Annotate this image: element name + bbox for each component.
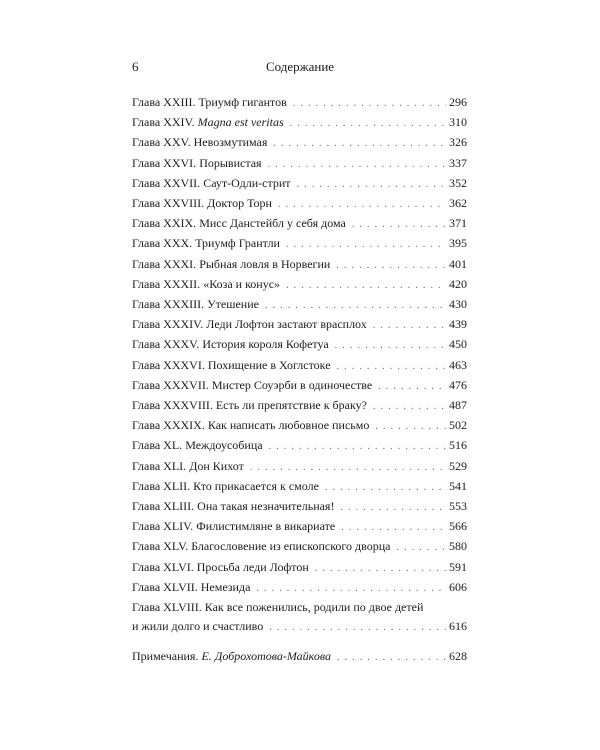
toc-chapter-title: Невозмутимая xyxy=(193,135,268,150)
dot-leader xyxy=(290,114,446,133)
toc-chapter-title: Она такая незначительная! xyxy=(197,499,335,514)
toc-chapter-number: Глава XXVIII. xyxy=(132,196,205,211)
toc-chapter-title: Благословение из епископского дворца xyxy=(191,539,391,554)
toc-page-number: 476 xyxy=(449,377,467,392)
toc-entry[interactable] xyxy=(132,255,467,275)
toc-entry[interactable] xyxy=(132,416,467,436)
dot-leader xyxy=(286,276,446,295)
toc-page-number: 616 xyxy=(449,619,467,634)
toc-chapter-title: Триумф Грантли xyxy=(195,236,280,251)
toc-entry[interactable] xyxy=(132,154,467,174)
dot-leader xyxy=(325,478,446,497)
dot-leader xyxy=(315,559,446,578)
toc-entry[interactable] xyxy=(132,376,467,396)
toc-chapter-title: Есть ли препятствие к браку? xyxy=(215,398,367,413)
dot-leader xyxy=(269,437,446,456)
toc-chapter-title: Как все поженились, родили по двое детей xyxy=(204,600,424,615)
dot-leader xyxy=(373,316,446,335)
dot-leader xyxy=(268,155,446,174)
toc-chapter-title: Рыбная ловля в Норвегии xyxy=(199,256,331,271)
toc-chapter-title: Доктор Торн xyxy=(207,196,272,211)
toc-page-number: 439 xyxy=(449,317,467,332)
toc-page-number: 606 xyxy=(449,579,467,594)
dot-leader xyxy=(375,417,446,436)
table-of-contents xyxy=(132,93,467,668)
running-title: Содержание xyxy=(265,59,335,74)
dot-leader xyxy=(341,518,446,537)
toc-entry[interactable] xyxy=(132,558,467,578)
toc-chapter-number: Глава XXXIII. xyxy=(132,297,205,312)
toc-page-number: 362 xyxy=(449,196,467,211)
dot-leader xyxy=(293,94,446,113)
dot-leader xyxy=(335,336,446,355)
toc-page-number: 450 xyxy=(449,337,467,352)
toc-entry[interactable] xyxy=(132,93,467,113)
toc-chapter-number: Глава XLII. xyxy=(132,478,191,493)
toc-chapter-title: Саут-Одли-стрит xyxy=(203,175,291,190)
toc-chapter-title: Как написать любовное письмо xyxy=(207,418,370,433)
dot-leader xyxy=(337,357,446,376)
dot-leader xyxy=(352,215,446,234)
toc-entry[interactable] xyxy=(132,194,467,214)
toc-entry[interactable] xyxy=(132,457,467,477)
toc-chapter-number: Глава XXXVII. xyxy=(132,377,209,392)
toc-chapter-title: Триумф гигантов xyxy=(198,95,287,109)
toc-page-number: 326 xyxy=(449,135,467,150)
toc-page-number: 591 xyxy=(449,559,467,574)
toc-page-number: 310 xyxy=(449,115,467,130)
toc-entry[interactable] xyxy=(132,113,467,133)
toc-chapter-title: Похищение в Хоглстоке xyxy=(207,357,331,372)
toc-chapter-number: Глава XXIII. xyxy=(132,95,196,109)
toc-page-number: 628 xyxy=(449,649,467,664)
toc-entry[interactable] xyxy=(132,275,467,295)
toc-chapter-title-continued: и жили долго и счастливо xyxy=(132,619,264,634)
toc-chapter-number: Глава XXX. xyxy=(132,236,193,251)
page-number: 6 xyxy=(132,59,139,74)
toc-entry-notes[interactable] xyxy=(132,647,467,667)
toc-chapter-number: Глава XXXIV. xyxy=(132,317,204,332)
toc-page-number: 463 xyxy=(449,357,467,372)
toc-page-number: 296 xyxy=(449,95,467,109)
toc-page-number: 516 xyxy=(449,438,467,453)
toc-chapter-title: Междоусобица xyxy=(185,438,263,453)
toc-chapter-number: Глава XXXVIII. xyxy=(132,398,213,413)
toc-page-number: 371 xyxy=(449,216,467,231)
toc-entry[interactable] xyxy=(132,477,467,497)
toc-page-number: 502 xyxy=(449,418,467,433)
toc-chapter-title: История короля Кофетуа xyxy=(202,337,329,352)
toc-page-number: 395 xyxy=(449,236,467,251)
toc-chapter-number: Глава XXXVI. xyxy=(132,357,205,372)
toc-chapter-title: Просьба леди Лофтон xyxy=(196,559,309,574)
toc-chapter-title: Леди Лофтон застают врасплох xyxy=(206,317,367,332)
toc-chapter-title: Немезида xyxy=(200,579,251,594)
toc-page-number: 580 xyxy=(449,539,467,554)
toc-entry[interactable] xyxy=(132,497,467,517)
toc-chapter-title: Magna est veritas xyxy=(197,115,284,130)
notes-label: Примечания. xyxy=(132,649,199,664)
toc-entry[interactable] xyxy=(132,598,467,637)
dot-leader xyxy=(269,618,446,637)
toc-page-number: 541 xyxy=(449,478,467,493)
dot-leader xyxy=(265,296,446,315)
toc-entry[interactable] xyxy=(132,315,467,335)
toc-chapter-number: Глава XLI. xyxy=(132,458,187,473)
toc-chapter-number: Глава XXVII. xyxy=(132,175,201,190)
toc-page-number: 352 xyxy=(449,175,467,190)
toc-chapter-title: Порывистая xyxy=(199,155,262,170)
dot-leader xyxy=(297,175,446,194)
toc-entry[interactable] xyxy=(132,436,467,456)
toc-entry[interactable] xyxy=(132,335,467,355)
toc-chapter-title: Мистер Соуэрби в одиночестве xyxy=(211,377,373,392)
toc-page-number: 401 xyxy=(449,256,467,271)
dot-leader xyxy=(378,377,446,396)
toc-page-number: 566 xyxy=(449,519,467,534)
toc-entry[interactable] xyxy=(132,295,467,315)
toc-page-number: 420 xyxy=(449,276,467,291)
toc-chapter-number: Глава XLV. xyxy=(132,539,189,554)
notes-author: Е. Доброхотова-Майкова xyxy=(201,649,331,664)
toc-chapter-number: Глава XXXIX. xyxy=(132,418,205,433)
toc-chapter-number: Глава XXIV. xyxy=(132,115,195,130)
toc-chapter-number: Глава XXIX. xyxy=(132,216,197,231)
toc-chapter-title: Дон Кихот xyxy=(189,458,244,473)
toc-entry-list xyxy=(132,93,467,598)
dot-leader xyxy=(278,195,446,214)
toc-entry[interactable] xyxy=(132,356,467,376)
dot-leader xyxy=(273,134,446,153)
dot-leader xyxy=(373,397,446,416)
toc-chapter-title: Филистимляне в викариате xyxy=(196,519,336,534)
toc-page-number: 430 xyxy=(449,297,467,312)
toc-chapter-number: Глава XLVIII. xyxy=(132,600,202,615)
toc-page-number: 553 xyxy=(449,499,467,514)
toc-chapter-number: Глава XXXI. xyxy=(132,256,197,271)
toc-chapter-number: Глава XLIV. xyxy=(132,519,194,534)
toc-chapter-number: Глава XLIII. xyxy=(132,499,195,514)
toc-entry[interactable] xyxy=(132,133,467,153)
toc-chapter-title: Мисс Данстейбл у себя дома xyxy=(199,216,346,231)
toc-page-number: 337 xyxy=(449,155,467,170)
toc-entry[interactable] xyxy=(132,174,467,194)
toc-chapter-number: Глава XL. xyxy=(132,438,183,453)
toc-chapter-number: Глава XXVI. xyxy=(132,155,197,170)
toc-entry[interactable] xyxy=(132,214,467,234)
dot-leader xyxy=(397,538,447,557)
toc-entry[interactable] xyxy=(132,578,467,598)
dot-leader xyxy=(337,648,446,667)
toc-chapter-number: Глава XXXII. xyxy=(132,276,201,291)
toc-chapter-number: Глава XXV. xyxy=(132,135,191,150)
toc-chapter-title: «Коза и конус» xyxy=(203,276,281,291)
toc-page-number: 487 xyxy=(449,398,467,413)
dot-leader xyxy=(286,235,446,254)
toc-chapter-number: Глава XLVII. xyxy=(132,579,198,594)
toc-chapter-number: Глава XXXV. xyxy=(132,337,200,352)
toc-entry[interactable] xyxy=(132,396,467,416)
toc-chapter-number: Глава XLVI. xyxy=(132,559,194,574)
toc-entry[interactable] xyxy=(132,517,467,537)
toc-entry[interactable] xyxy=(132,234,467,254)
toc-entry[interactable] xyxy=(132,537,467,557)
dot-leader xyxy=(340,498,446,517)
toc-chapter-title: Утешение xyxy=(207,297,259,312)
dot-leader xyxy=(256,579,446,598)
toc-chapter-title: Кто прикасается к смоле xyxy=(193,478,319,493)
dot-leader xyxy=(336,256,446,275)
dot-leader xyxy=(250,458,446,477)
toc-page-number: 529 xyxy=(449,458,467,473)
